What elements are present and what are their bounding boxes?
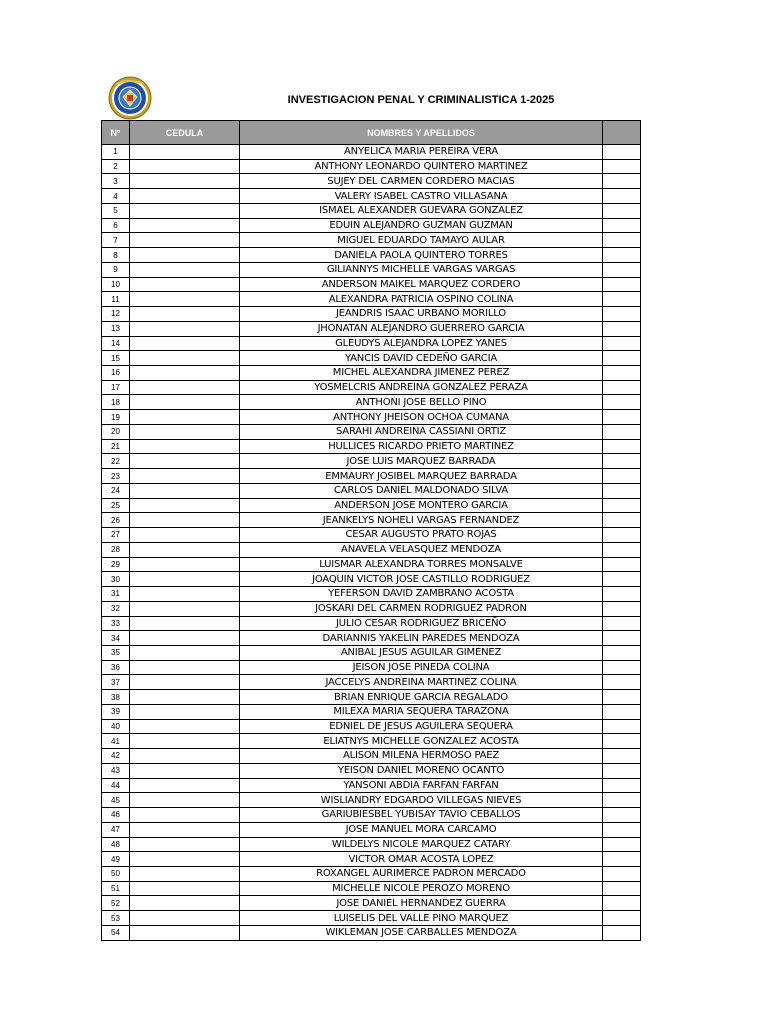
full-name-cell: JOSKARI DEL CARMEN RODRIGUEZ PADRON (240, 601, 603, 616)
table-row (102, 145, 641, 160)
blank-cell (603, 218, 641, 233)
blank-cell (603, 203, 641, 218)
table-row (102, 557, 641, 572)
row-number: 49 (102, 852, 130, 867)
row-number: 35 (102, 645, 130, 660)
cedula-cell (130, 307, 240, 322)
table-row (102, 292, 641, 307)
full-name-cell: JOSE LUIS MARQUEZ BARRADA (240, 454, 603, 469)
full-name-cell: JEANKELYS NOHELI VARGAS FERNANDEZ (240, 513, 603, 528)
cedula-cell (130, 469, 240, 484)
full-name-cell: MILEXA MARIA SEQUERA TARAZONA (240, 704, 603, 719)
cedula-cell (130, 528, 240, 543)
blank-cell (603, 307, 641, 322)
full-name-cell: YANCIS DAVID CEDEÑO GARCIA (240, 351, 603, 366)
row-number: 42 (102, 749, 130, 764)
cedula-cell (130, 483, 240, 498)
row-number: 2 (102, 159, 130, 174)
table-row (102, 439, 641, 454)
full-name-cell: EDNIEL DE JESUS AGUILERA SEQUERA (240, 719, 603, 734)
row-number: 47 (102, 822, 130, 837)
row-number: 33 (102, 616, 130, 631)
full-name-cell: YANSONI ABDIA FARFAN FARFAN (240, 778, 603, 793)
cedula-cell (130, 203, 240, 218)
table-row (102, 749, 641, 764)
full-name-cell: JULIO CESAR RODRIGUEZ BRICEÑO (240, 616, 603, 631)
cedula-cell (130, 321, 240, 336)
table-row (102, 881, 641, 896)
table-row (102, 159, 641, 174)
cedula-cell (130, 645, 240, 660)
table-row (102, 925, 641, 940)
row-number: 53 (102, 911, 130, 926)
table-row (102, 793, 641, 808)
cedula-cell (130, 277, 240, 292)
full-name-cell: JOAQUIN VICTOR JOSE CASTILLO RODRIGUEZ (240, 572, 603, 587)
cedula-cell (130, 675, 240, 690)
row-number: 29 (102, 557, 130, 572)
row-number: 43 (102, 763, 130, 778)
blank-cell (603, 587, 641, 602)
row-number: 27 (102, 528, 130, 543)
cedula-cell (130, 248, 240, 263)
row-number: 46 (102, 808, 130, 823)
row-number: 38 (102, 690, 130, 705)
document-title: INVESTIGACION PENAL Y CRIMINALISTICA 1-2025 (287, 94, 555, 106)
column-header-names: NOMBRES Y APELLIDOS (240, 121, 603, 145)
table-row (102, 822, 641, 837)
row-number: 25 (102, 498, 130, 513)
cedula-cell (130, 881, 240, 896)
blank-cell (603, 852, 641, 867)
row-number: 15 (102, 351, 130, 366)
blank-cell (603, 645, 641, 660)
row-number: 30 (102, 572, 130, 587)
row-number: 10 (102, 277, 130, 292)
cedula-cell (130, 439, 240, 454)
column-header-blank (603, 121, 641, 145)
cedula-cell (130, 498, 240, 513)
full-name-cell: JOSE DANIEL HERNANDEZ GUERRA (240, 896, 603, 911)
table-row (102, 675, 641, 690)
row-number: 19 (102, 410, 130, 425)
institution-seal-icon (108, 76, 152, 120)
row-number: 14 (102, 336, 130, 351)
full-name-cell: WILDELYS NICOLE MARQUEZ CATARY (240, 837, 603, 852)
column-header-number: N° (102, 121, 130, 145)
cedula-cell (130, 690, 240, 705)
full-name-cell: ANDERSON JOSE MONTERO GARCIA (240, 498, 603, 513)
row-number: 8 (102, 248, 130, 263)
full-name-cell: JOSE MANUEL MORA CARCAMO (240, 822, 603, 837)
cedula-cell (130, 616, 240, 631)
row-number: 48 (102, 837, 130, 852)
table-row (102, 587, 641, 602)
blank-cell (603, 749, 641, 764)
cedula-cell (130, 454, 240, 469)
table-row (102, 631, 641, 646)
blank-cell (603, 336, 641, 351)
cedula-cell (130, 159, 240, 174)
full-name-cell: ANTHONY LEONARDO QUINTERO MARTINEZ (240, 159, 603, 174)
table-row (102, 336, 641, 351)
row-number: 32 (102, 601, 130, 616)
cedula-cell (130, 793, 240, 808)
full-name-cell: ANAVELA VELASQUEZ MENDOZA (240, 542, 603, 557)
table-row (102, 366, 641, 381)
blank-cell (603, 660, 641, 675)
table-row (102, 233, 641, 248)
table-row (102, 763, 641, 778)
table-row (102, 572, 641, 587)
cedula-cell (130, 410, 240, 425)
blank-cell (603, 631, 641, 646)
row-number: 21 (102, 439, 130, 454)
full-name-cell: JACCELYS ANDREINA MARTINEZ COLINA (240, 675, 603, 690)
cedula-cell (130, 601, 240, 616)
blank-cell (603, 483, 641, 498)
blank-cell (603, 174, 641, 189)
row-number: 20 (102, 424, 130, 439)
full-name-cell: GILIANNYS MICHELLE VARGAS VARGAS (240, 262, 603, 277)
table-row (102, 424, 641, 439)
table-row (102, 690, 641, 705)
full-name-cell: ANYELICA MARIA PEREIRA VERA (240, 145, 603, 160)
row-number: 6 (102, 218, 130, 233)
full-name-cell: VALERY ISABEL CASTRO VILLASANA (240, 189, 603, 204)
blank-cell (603, 542, 641, 557)
row-number: 52 (102, 896, 130, 911)
blank-cell (603, 822, 641, 837)
full-name-cell: WISLIANDRY EDGARDO VILLEGAS NIEVES (240, 793, 603, 808)
cedula-cell (130, 336, 240, 351)
cedula-cell (130, 395, 240, 410)
blank-cell (603, 262, 641, 277)
blank-cell (603, 866, 641, 881)
row-number: 44 (102, 778, 130, 793)
full-name-cell: SUJEY DEL CARMEN CORDERO MACIAS (240, 174, 603, 189)
row-number: 4 (102, 189, 130, 204)
blank-cell (603, 704, 641, 719)
full-name-cell: ALISON MILENA HERMOSO PAEZ (240, 749, 603, 764)
blank-cell (603, 145, 641, 160)
cedula-cell (130, 734, 240, 749)
cedula-cell (130, 218, 240, 233)
full-name-cell: LUISMAR ALEXANDRA TORRES MONSALVE (240, 557, 603, 572)
cedula-cell (130, 911, 240, 926)
full-name-cell: YOSMELCRIS ANDREINA GONZALEZ PERAZA (240, 380, 603, 395)
table-row (102, 189, 641, 204)
table-row (102, 203, 641, 218)
row-number: 5 (102, 203, 130, 218)
table-row (102, 469, 641, 484)
cedula-cell (130, 587, 240, 602)
blank-cell (603, 528, 641, 543)
blank-cell (603, 572, 641, 587)
full-name-cell: EDUIN ALEJANDRO GUZMAN GUZMAN (240, 218, 603, 233)
table-row (102, 277, 641, 292)
cedula-cell (130, 808, 240, 823)
full-name-cell: VICTOR OMAR ACOSTA LOPEZ (240, 852, 603, 867)
row-number: 12 (102, 307, 130, 322)
cedula-cell (130, 189, 240, 204)
table-row (102, 719, 641, 734)
table-row (102, 852, 641, 867)
blank-cell (603, 321, 641, 336)
blank-cell (603, 690, 641, 705)
cedula-cell (130, 896, 240, 911)
blank-cell (603, 925, 641, 940)
student-roster-table (101, 120, 641, 941)
full-name-cell: MIGUEL EDUARDO TAMAYO AULAR (240, 233, 603, 248)
table-row (102, 645, 641, 660)
full-name-cell: GLEUDYS ALEJANDRA LOPEZ YANES (240, 336, 603, 351)
table-row (102, 778, 641, 793)
row-number: 31 (102, 587, 130, 602)
full-name-cell: MICHEL ALEXANDRA JIMENEZ PEREZ (240, 366, 603, 381)
blank-cell (603, 159, 641, 174)
cedula-cell (130, 262, 240, 277)
full-name-cell: GARIUBIESBEL YUBISAY TAVIO CEBALLOS (240, 808, 603, 823)
blank-cell (603, 808, 641, 823)
cedula-cell (130, 837, 240, 852)
cedula-cell (130, 925, 240, 940)
blank-cell (603, 778, 641, 793)
table-row (102, 808, 641, 823)
table-row (102, 351, 641, 366)
row-number: 7 (102, 233, 130, 248)
cedula-cell (130, 704, 240, 719)
blank-cell (603, 675, 641, 690)
table-row (102, 174, 641, 189)
row-number: 13 (102, 321, 130, 336)
blank-cell (603, 896, 641, 911)
table-body (102, 145, 641, 941)
table-row (102, 218, 641, 233)
cedula-cell (130, 351, 240, 366)
table-row (102, 542, 641, 557)
blank-cell (603, 454, 641, 469)
table-row (102, 734, 641, 749)
cedula-cell (130, 366, 240, 381)
cedula-cell (130, 719, 240, 734)
row-number: 11 (102, 292, 130, 307)
row-number: 45 (102, 793, 130, 808)
full-name-cell: ALEXANDRA PATRICIA OSPINO COLINA (240, 292, 603, 307)
cedula-cell (130, 631, 240, 646)
table-row (102, 704, 641, 719)
full-name-cell: JEANDRIS ISAAC URBANO MORILLO (240, 307, 603, 322)
row-number: 34 (102, 631, 130, 646)
row-number: 39 (102, 704, 130, 719)
table-row (102, 601, 641, 616)
blank-cell (603, 424, 641, 439)
blank-cell (603, 248, 641, 263)
table-row (102, 616, 641, 631)
cedula-cell (130, 866, 240, 881)
table-row (102, 307, 641, 322)
table-header-row (102, 121, 641, 145)
cedula-cell (130, 542, 240, 557)
table-row (102, 837, 641, 852)
blank-cell (603, 292, 641, 307)
full-name-cell: JHONATAN ALEJANDRO GUERRERO GARCIA (240, 321, 603, 336)
cedula-cell (130, 557, 240, 572)
cedula-cell (130, 174, 240, 189)
table-row (102, 321, 641, 336)
full-name-cell: HULLICES RICARDO PRIETO MARTINEZ (240, 439, 603, 454)
blank-cell (603, 395, 641, 410)
full-name-cell: YEFERSON DAVID ZAMBRANO ACOSTA (240, 587, 603, 602)
full-name-cell: WIKLEMAN JOSE CARBALLES MENDOZA (240, 925, 603, 940)
blank-cell (603, 498, 641, 513)
cedula-cell (130, 424, 240, 439)
blank-cell (603, 881, 641, 896)
row-number: 41 (102, 734, 130, 749)
row-number: 36 (102, 660, 130, 675)
blank-cell (603, 469, 641, 484)
row-number: 22 (102, 454, 130, 469)
table-row (102, 513, 641, 528)
row-number: 26 (102, 513, 130, 528)
full-name-cell: DARIANNIS YAKELIN PAREDES MENDOZA (240, 631, 603, 646)
full-name-cell: ANIBAL JESUS AGUILAR GIMENEZ (240, 645, 603, 660)
full-name-cell: ELIATNYS MICHELLE GONZALEZ ACOSTA (240, 734, 603, 749)
row-number: 54 (102, 925, 130, 940)
blank-cell (603, 719, 641, 734)
row-number: 9 (102, 262, 130, 277)
row-number: 18 (102, 395, 130, 410)
full-name-cell: YEISON DANIEL MORENO OCANTO (240, 763, 603, 778)
cedula-cell (130, 572, 240, 587)
row-number: 51 (102, 881, 130, 896)
full-name-cell: CARLOS DANIEL MALDONADO SILVA (240, 483, 603, 498)
blank-cell (603, 513, 641, 528)
row-number: 23 (102, 469, 130, 484)
blank-cell (603, 734, 641, 749)
blank-cell (603, 793, 641, 808)
table-row (102, 410, 641, 425)
full-name-cell: SARAHI ANDREINA CASSIANI ORTIZ (240, 424, 603, 439)
table-row (102, 528, 641, 543)
cedula-cell (130, 749, 240, 764)
row-number: 40 (102, 719, 130, 734)
full-name-cell: LUISELIS DEL VALLE PINO MARQUEZ (240, 911, 603, 926)
table-row (102, 896, 641, 911)
table-row (102, 866, 641, 881)
full-name-cell: DANIELA PAOLA QUINTERO TORRES (240, 248, 603, 263)
blank-cell (603, 189, 641, 204)
full-name-cell: ANDERSON MAIKEL MARQUEZ CORDERO (240, 277, 603, 292)
blank-cell (603, 601, 641, 616)
blank-cell (603, 410, 641, 425)
cedula-cell (130, 145, 240, 160)
row-number: 16 (102, 366, 130, 381)
blank-cell (603, 837, 641, 852)
table-row (102, 395, 641, 410)
cedula-cell (130, 822, 240, 837)
table-row (102, 498, 641, 513)
cedula-cell (130, 763, 240, 778)
blank-cell (603, 911, 641, 926)
table-row (102, 483, 641, 498)
table-row (102, 911, 641, 926)
full-name-cell: ANTHONI JOSE BELLO PINO (240, 395, 603, 410)
blank-cell (603, 233, 641, 248)
full-name-cell: MICHELLE NICOLE PEROZO MORENO (240, 881, 603, 896)
blank-cell (603, 763, 641, 778)
column-header-cedula: CEDULA (130, 121, 240, 145)
full-name-cell: JEISON JOSE PINEDA COLINA (240, 660, 603, 675)
table-row (102, 380, 641, 395)
full-name-cell: EMMAURY JOSIBEL MARQUEZ BARRADA (240, 469, 603, 484)
blank-cell (603, 366, 641, 381)
cedula-cell (130, 233, 240, 248)
table-row (102, 454, 641, 469)
full-name-cell: BRIAN ENRIQUE GARCIA REGALADO (240, 690, 603, 705)
row-number: 50 (102, 866, 130, 881)
row-number: 3 (102, 174, 130, 189)
table-row (102, 248, 641, 263)
blank-cell (603, 557, 641, 572)
row-number: 37 (102, 675, 130, 690)
cedula-cell (130, 660, 240, 675)
cedula-cell (130, 380, 240, 395)
cedula-cell (130, 778, 240, 793)
blank-cell (603, 616, 641, 631)
blank-cell (603, 380, 641, 395)
cedula-cell (130, 292, 240, 307)
cedula-cell (130, 852, 240, 867)
blank-cell (603, 351, 641, 366)
blank-cell (603, 277, 641, 292)
full-name-cell: ROXANGEL AURIMERCE PADRON MERCADO (240, 866, 603, 881)
row-number: 17 (102, 380, 130, 395)
row-number: 24 (102, 483, 130, 498)
full-name-cell: CESAR AUGUSTO PRATO ROJAS (240, 528, 603, 543)
full-name-cell: ISMAEL ALEXANDER GUEVARA GONZALEZ (240, 203, 603, 218)
blank-cell (603, 439, 641, 454)
row-number: 1 (102, 145, 130, 160)
table-row (102, 262, 641, 277)
table-row (102, 660, 641, 675)
full-name-cell: ANTHONY JHEISON OCHOA CUMANA (240, 410, 603, 425)
row-number: 28 (102, 542, 130, 557)
cedula-cell (130, 513, 240, 528)
